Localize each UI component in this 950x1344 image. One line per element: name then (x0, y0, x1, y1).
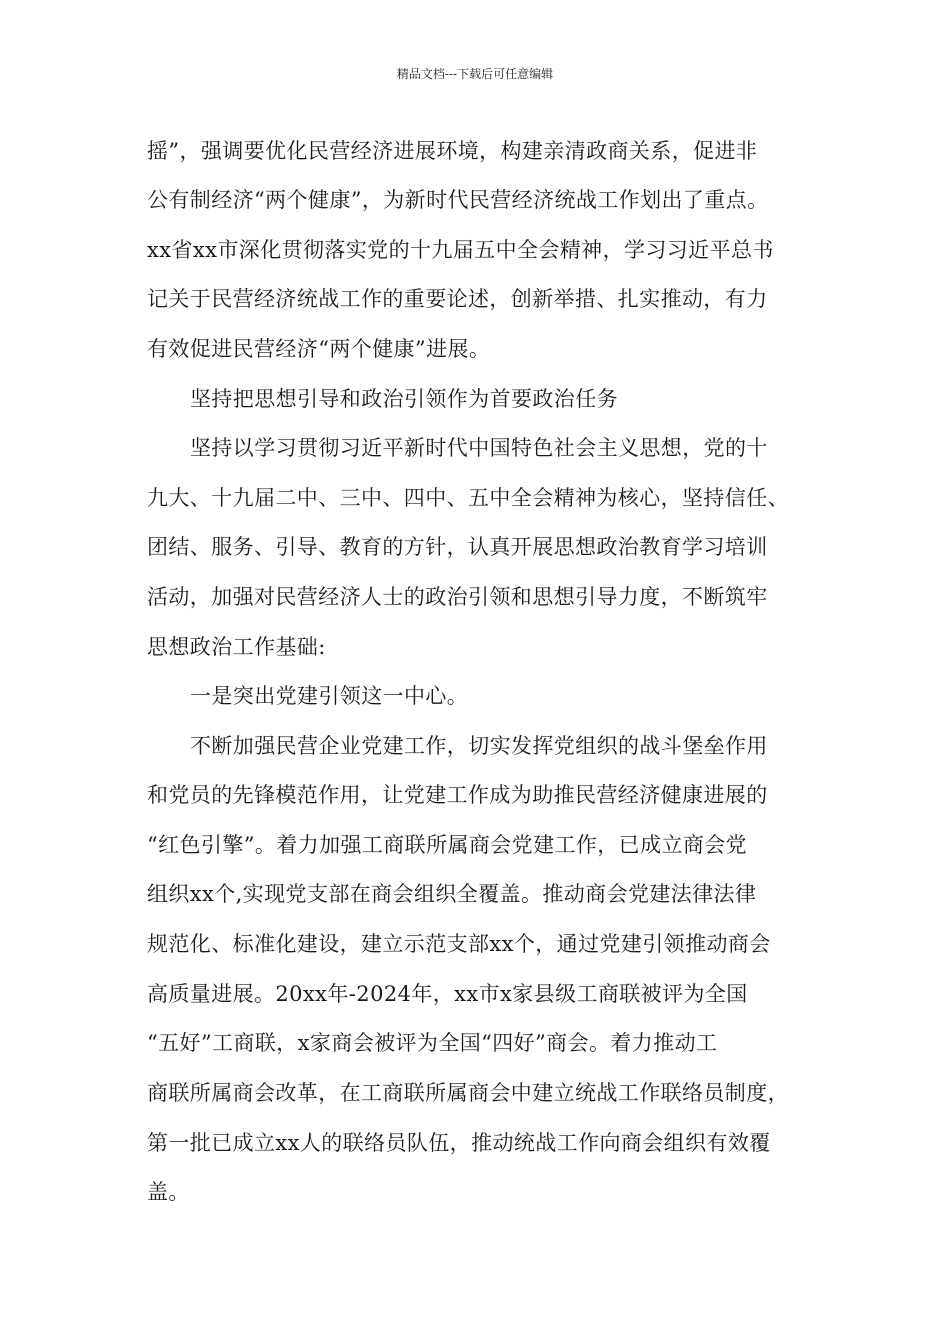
text-line: 摇”，强调要优化民营经济进展环境，构建亲清政商关系，促进非 (147, 139, 758, 163)
text-line: 规范化、标准化建设，建立示范支部xx个，通过党建引领推动商会 (147, 932, 771, 956)
text-line: 组织xx个,实现党支部在商会组织全覆盖。推动商会党建法律法律 (147, 882, 757, 906)
subsection-heading: 一是突出党建引领这一中心。 (190, 684, 469, 708)
section-heading: 坚持把思想引导和政治引领作为首要政治任务 (190, 387, 618, 411)
text-line: 不断加强民营企业党建工作，切实发挥党组织的战斗堡垒作用 (190, 734, 768, 758)
text-line: 第一批已成立xx人的联络员队伍，推动统战工作向商会组织有效覆 (147, 1131, 771, 1155)
text-line: “五好”工商联，x家商会被评为全国“四好”商会。着力推动工 (147, 1031, 718, 1055)
text-line: 盖。 (147, 1180, 190, 1204)
text-line: 记关于民营经济统战工作的重要论述，创新举措、扎实推动，有力 (147, 287, 768, 311)
text-line: 活动，加强对民营经济人士的政治引领和思想引导力度，不断筑牢 (147, 585, 768, 609)
text-line: 团结、服务、引导、教育的方针，认真开展思想政治教育学习培训 (147, 535, 768, 559)
text-line: 公有制经济“两个健康”，为新时代民营经济统战工作划出了重点。 (147, 188, 769, 212)
text-line: 坚持以学习贯彻习近平新时代中国特色社会主义思想，党的十 (190, 436, 768, 460)
text-line: 思想政治工作基础: (147, 635, 326, 659)
text-line: 九大、十九届二中、三中、四中、五中全会精神为核心，坚持信任、 (147, 486, 789, 510)
text-line: 有效促进民营经济“两个健康”进展。 (147, 337, 491, 361)
text-line: xx省xx市深化贯彻落实党的十九届五中全会精神，学习习近平总书 (147, 238, 774, 262)
text-line: “红色引擎”。着力加强工商联所属商会党建工作，已成立商会党 (147, 833, 748, 857)
text-line: 高质量进展。20xx年-2024年，xx市x家县级工商联被评为全国 (147, 982, 748, 1006)
page-header: 精品文档---下载后可任意编辑 (396, 67, 554, 81)
text-line: 和党员的先锋模范作用，让党建工作成为助推民营经济健康进展的 (147, 783, 768, 807)
text-line: 商联所属商会改革，在工商联所属商会中建立统战工作联络员制度， (147, 1081, 789, 1105)
